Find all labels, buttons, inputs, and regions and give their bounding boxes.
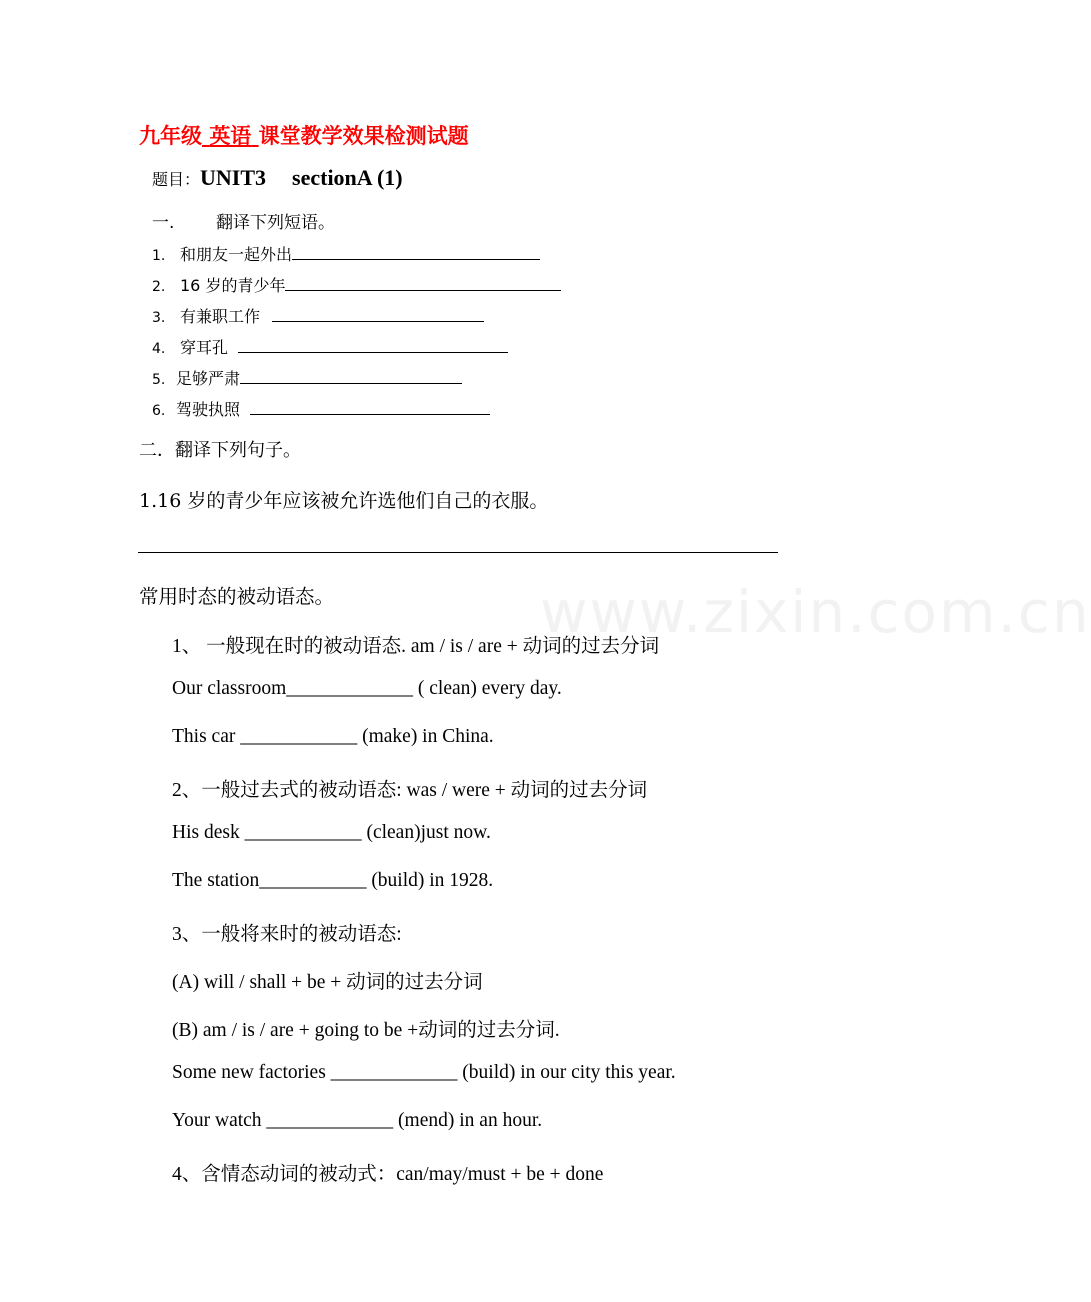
grammar-line: His desk ____________ (clean)just now. [172, 822, 491, 843]
grammar-line: 2、一般过去式的被动语态: was / were + 动词的过去分词 [172, 780, 648, 801]
phrase-item: 4. 穿耳孔 [152, 335, 508, 358]
grammar-line: 3、一般将来时的被动语态: [172, 924, 402, 945]
phrase-item: 6. 驾驶执照 [152, 397, 490, 420]
answer-blank[interactable] [285, 274, 561, 291]
grammar-line: This car ____________ (make) in China. [172, 726, 494, 747]
grammar-line: (A) will / shall + be + 动词的过去分词 [172, 972, 483, 993]
answer-blank[interactable] [250, 398, 490, 415]
title-test: 课堂教学效果检测试题 [258, 123, 469, 148]
topic-label: 题目： [152, 170, 201, 189]
grammar-line: The station___________ (build) in 1928. [172, 870, 494, 891]
grammar-line: 1、 一般现在时的被动语态. am / is / are + 动词的过去分词 [172, 636, 660, 657]
page-title [139, 120, 469, 150]
grammar-line: 4、含情态动词的被动式：can/may/must + be + done [172, 1164, 604, 1185]
answer-blank[interactable] [292, 243, 540, 260]
title-subject: 英语 [209, 123, 252, 148]
grammar-line: Our classroom_____________ ( clean) every day. [172, 678, 562, 699]
phrase-item: 2. 16 岁的青少年 [152, 273, 561, 296]
answer-blank[interactable] [272, 305, 484, 322]
phrase-item: 3. 有兼职工作 [152, 304, 484, 327]
section1-number: 一. [152, 213, 175, 233]
answer-blank[interactable] [238, 336, 508, 353]
grammar-line: Your watch _____________ (mend) in an hour. [172, 1110, 543, 1131]
title-grade: 九年级 [139, 123, 202, 148]
answer-line[interactable] [138, 552, 778, 553]
topic-line [152, 165, 403, 191]
answer-blank[interactable] [240, 367, 462, 384]
unit-label: UNIT3 [200, 165, 267, 190]
section1-title: 翻译下列短语。 [216, 213, 335, 233]
sentence-question: 1.16 岁的青少年应该被允许选他们自己的衣服。 [139, 490, 549, 512]
phrase-item: 1. 和朋友一起外出 [152, 242, 540, 265]
grammar-intro: 常用时态的被动语态。 [139, 587, 335, 608]
section2-heading: 二．翻译下列句子。 [139, 440, 301, 461]
grammar-line: Some new factories _____________ (build) in our city this year. [172, 1062, 676, 1083]
section1-heading [152, 208, 335, 233]
phrase-item: 5. 足够严肃 [152, 366, 462, 389]
watermark: www.zixin.com.cn [540, 578, 1091, 646]
section-label: sectionA (1) [292, 165, 403, 190]
grammar-line: (B) am / is / are + going to be +动词的过去分词. [172, 1020, 560, 1041]
